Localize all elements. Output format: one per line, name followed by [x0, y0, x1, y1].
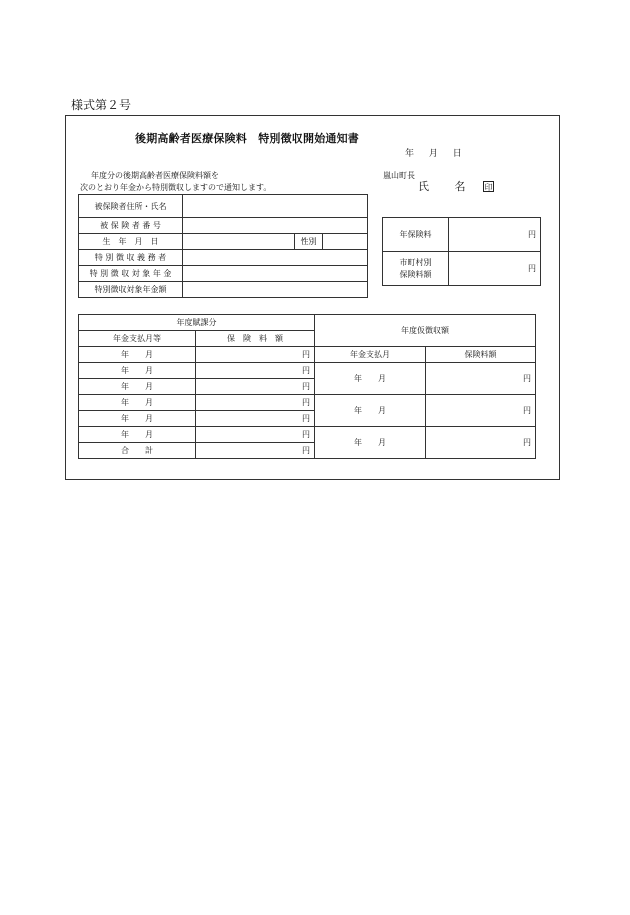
- table-row: [79, 363, 536, 379]
- amount-cell[interactable]: 円: [196, 395, 315, 411]
- assessed-header: 年度賦課分: [79, 315, 315, 331]
- prov-col-header-month: 年金支払月: [315, 347, 426, 363]
- col-header-amount: 保 険 料 額: [196, 331, 315, 347]
- notice-text-line-2: 次のとおり年金から特別徴収しますので通知します。: [80, 183, 272, 192]
- prov-month-cell: 年 月: [315, 363, 426, 395]
- amount-cell[interactable]: 円: [196, 411, 315, 427]
- form-number-label: 様式第２号: [71, 98, 132, 112]
- municipal-fee-label-line-2: 保険料額: [399, 269, 432, 279]
- date-line: 年 月 日: [405, 149, 462, 159]
- obligor-label: 特 別 徴 収 義 務 者: [79, 250, 183, 266]
- month-cell: 年 月: [79, 363, 196, 379]
- prov-amount-cell[interactable]: 円: [426, 363, 536, 395]
- pension-amount-field[interactable]: [183, 282, 368, 298]
- amount-cell[interactable]: 円: [196, 379, 315, 395]
- prov-amount-cell[interactable]: 円: [426, 427, 536, 459]
- amount-cell[interactable]: 円: [196, 347, 315, 363]
- month-cell: 年 月: [79, 411, 196, 427]
- insured-info-table: [78, 194, 368, 298]
- issuer-town: 嵐山町長: [383, 171, 415, 180]
- municipal-fee-field[interactable]: 円: [449, 252, 541, 286]
- table-row: [79, 266, 368, 282]
- insured-number-label: 被 保 険 者 番 号: [79, 218, 183, 234]
- provisional-header: 年度仮徴収額: [315, 315, 536, 347]
- table-row: [79, 347, 536, 363]
- table-row: [383, 218, 541, 252]
- amount-cell[interactable]: 円: [196, 427, 315, 443]
- fee-summary-table: [382, 217, 541, 286]
- prov-month-cell: 年 月: [315, 427, 426, 459]
- schedule-table: [78, 314, 536, 459]
- month-cell: 年 月: [79, 427, 196, 443]
- issuer-name-label: 氏 名: [418, 180, 466, 193]
- pension-label: 特 別 徴 収 対 象 年 金: [79, 266, 183, 282]
- total-amount-cell[interactable]: 円: [196, 443, 315, 459]
- month-cell: 年 月: [79, 379, 196, 395]
- total-label: 合 計: [79, 443, 196, 459]
- municipal-fee-label: [383, 252, 449, 286]
- table-row: [79, 395, 536, 411]
- month-cell: 年 月: [79, 347, 196, 363]
- amount-cell[interactable]: 円: [196, 363, 315, 379]
- prov-col-header-amount: 保険料額: [426, 347, 536, 363]
- table-row: [79, 195, 368, 218]
- annual-fee-label: 年保険料: [383, 218, 449, 252]
- table-row: [383, 252, 541, 286]
- annual-fee-field[interactable]: 円: [449, 218, 541, 252]
- birthdate-field[interactable]: [183, 234, 295, 250]
- table-row: [79, 315, 536, 331]
- table-row: [79, 427, 536, 443]
- insured-number-field[interactable]: [183, 218, 368, 234]
- table-row: [79, 282, 368, 298]
- municipal-fee-label-line-1: 市町村別: [399, 257, 432, 267]
- month-cell: 年 月: [79, 395, 196, 411]
- birthdate-label: 生 年 月 日: [79, 234, 183, 250]
- document-title: 後期高齢者医療保険料 特別徴収開始通知書: [135, 132, 359, 145]
- sex-label: 性別: [295, 234, 323, 250]
- table-row: [79, 250, 368, 266]
- notice-text-line-1: 年度分の後期高齢者医療保険料額を: [91, 171, 219, 180]
- pension-field[interactable]: [183, 266, 368, 282]
- obligor-field[interactable]: [183, 250, 368, 266]
- table-row: [79, 218, 368, 234]
- sex-field[interactable]: [323, 234, 368, 250]
- pension-amount-label: 特別徴収対象年金額: [79, 282, 183, 298]
- address-label: 被保険者住所・氏名: [79, 195, 183, 218]
- table-row: [79, 234, 368, 250]
- col-header-month: 年金支払月等: [79, 331, 196, 347]
- address-field[interactable]: [183, 195, 368, 218]
- prov-amount-cell[interactable]: 円: [426, 395, 536, 427]
- prov-month-cell: 年 月: [315, 395, 426, 427]
- seal-mark: 印: [484, 183, 493, 192]
